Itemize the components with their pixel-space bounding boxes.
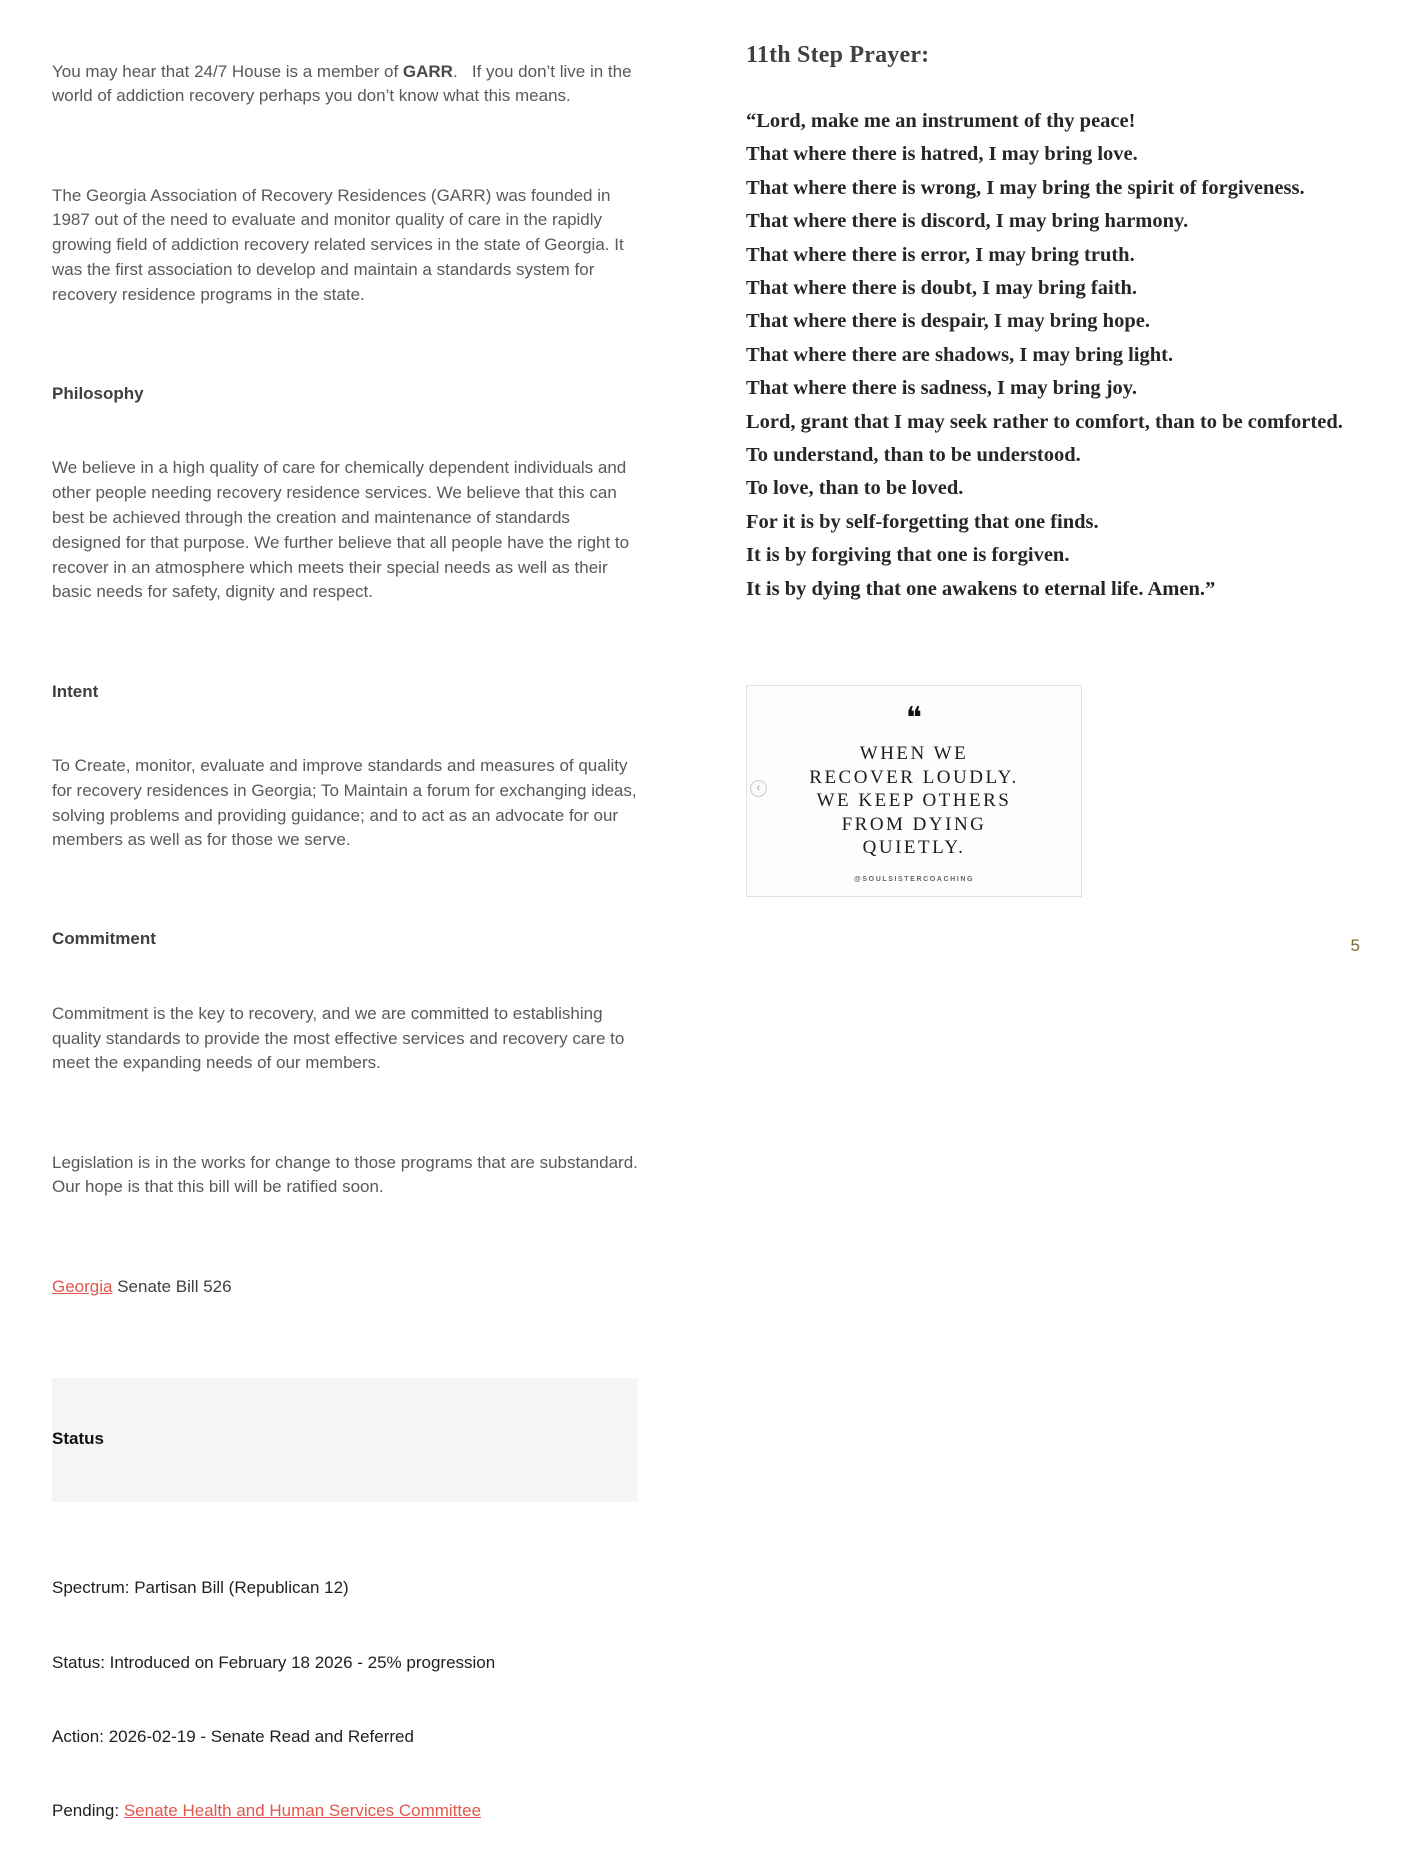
commitment-heading: Commitment	[52, 929, 156, 949]
prayer-line: For it is by self-forgetting that one finds.	[746, 510, 1099, 533]
prayer-line: That where there is hatred, I may bring love.	[746, 143, 1138, 166]
garr-history-paragraph: The Georgia Association of Recovery Residences (GARR) was founded in 1987 out of the need to evaluate and monitor quality of care in the rapidly growing field of addiction recovery related services in the state of Georgia. It was the first association to develop and maintain a standards system for recovery residence programs in the state.	[52, 185, 629, 304]
garr-bold-text: GARR	[402, 61, 453, 81]
prayer-line: That where there is sadness, I may bring joy.	[746, 377, 1138, 400]
status-spectrum-line: Spectrum: Partisan Bill (Republican 12)	[52, 1578, 349, 1598]
quote-line: WE KEEP OTHERS	[816, 790, 1012, 811]
prayer-line: That where there is error, I may bring truth.	[746, 243, 1135, 266]
quote-line: WHEN WE	[859, 743, 969, 764]
page-number: 5	[1350, 936, 1360, 955]
prayer-line: It is by forgiving that one is forgiven.	[746, 544, 1070, 567]
prayer-line: To love, than to be loved.	[746, 477, 964, 500]
status-action-line: Action: 2026-02-19 - Senate Read and Referred	[52, 1726, 414, 1746]
prayer-line: “Lord, make me an instrument of thy peace!	[746, 110, 1136, 132]
quote-attribution: @SOULSISTERCOACHING	[853, 875, 975, 883]
prayer-heading: 11th Step Prayer:	[746, 42, 930, 68]
senate-committee-link[interactable]: Senate Health and Human Services Committee	[123, 1801, 482, 1821]
quotation-mark-icon: ❝	[905, 702, 923, 735]
carousel-previous-icon[interactable]: ‹	[750, 780, 767, 797]
status-progression-line: Status: Introduced on February 18 2026 - 25% progression	[52, 1652, 496, 1672]
prayer-line: That where there is despair, I may bring hope.	[746, 310, 1150, 333]
prayer-line: That where there is wrong, I may bring the spirit of forgiveness.	[746, 176, 1305, 199]
prayer-line: It is by dying that one awakens to eternal life. Amen.”	[746, 577, 1216, 600]
commitment-paragraph: Commitment is the key to recovery, and we are committed to establishing quality standards to provide the most effective services and recovery care to meet the expanding needs of our members.	[52, 1003, 630, 1073]
philosophy-paragraph: We believe in a high quality of care for chemically dependent individuals and other people needing recovery residence services. We believe that this can best be achieved through the creation and maintenance of standards designed for that purpose. We further believe that all people have the right to recover in an atmosphere which meets their special needs as well as their basic needs for safety, dignity and respect.	[52, 458, 634, 602]
status-pending-line	[52, 1799, 638, 1824]
prayer-line: That where there are shadows, I may bring light.	[746, 343, 1174, 366]
intro-text-post: . If you don’t live in the world of addiction recovery perhaps you don’t know what this means.	[52, 61, 637, 106]
intro-paragraph	[52, 60, 638, 110]
quote-text	[747, 742, 1081, 860]
quote-line: RECOVER LOUDLY.	[809, 766, 1019, 788]
bill-number-text: Senate Bill 526	[112, 1276, 232, 1296]
intro-text-pre: You may hear that 24/7 House is a member of	[52, 61, 403, 81]
philosophy-heading: Philosophy	[52, 383, 144, 403]
intent-paragraph: To Create, monitor, evaluate and improve standards and measures of quality for recovery residences in Georgia; To Maintain a forum for exchanging ideas, solving problems and providing guidance; and to act as an advocate for our members as well as for those we serve.	[52, 755, 642, 850]
status-heading-band	[52, 1378, 638, 1502]
bill-line	[52, 1275, 638, 1300]
legislation-paragraph: Legislation is in the works for change to those programs that are substandard. Our hope is that this bill will be ratified soon.	[52, 1152, 648, 1197]
left-column	[52, 10, 648, 1874]
prayer-line: Lord, grant that I may seek rather to comfort, than to be comforted.	[746, 410, 1343, 433]
quote-line: QUIETLY.	[862, 837, 966, 858]
prayer-text	[746, 105, 1371, 606]
status-heading: Status	[52, 1429, 104, 1449]
quote-line: FROM DYING	[841, 813, 987, 835]
recovery-quote-image	[746, 685, 1082, 897]
prayer-line: That where there is discord, I may bring harmony.	[746, 210, 1189, 233]
georgia-bill-link[interactable]: Georgia	[52, 1276, 113, 1296]
pending-label: Pending:	[52, 1801, 124, 1821]
intent-heading: Intent	[52, 681, 99, 701]
prayer-line: To understand, than to be understood.	[746, 444, 1081, 467]
right-column	[746, 42, 1371, 606]
prayer-line: That where there is doubt, I may bring faith.	[746, 277, 1138, 300]
